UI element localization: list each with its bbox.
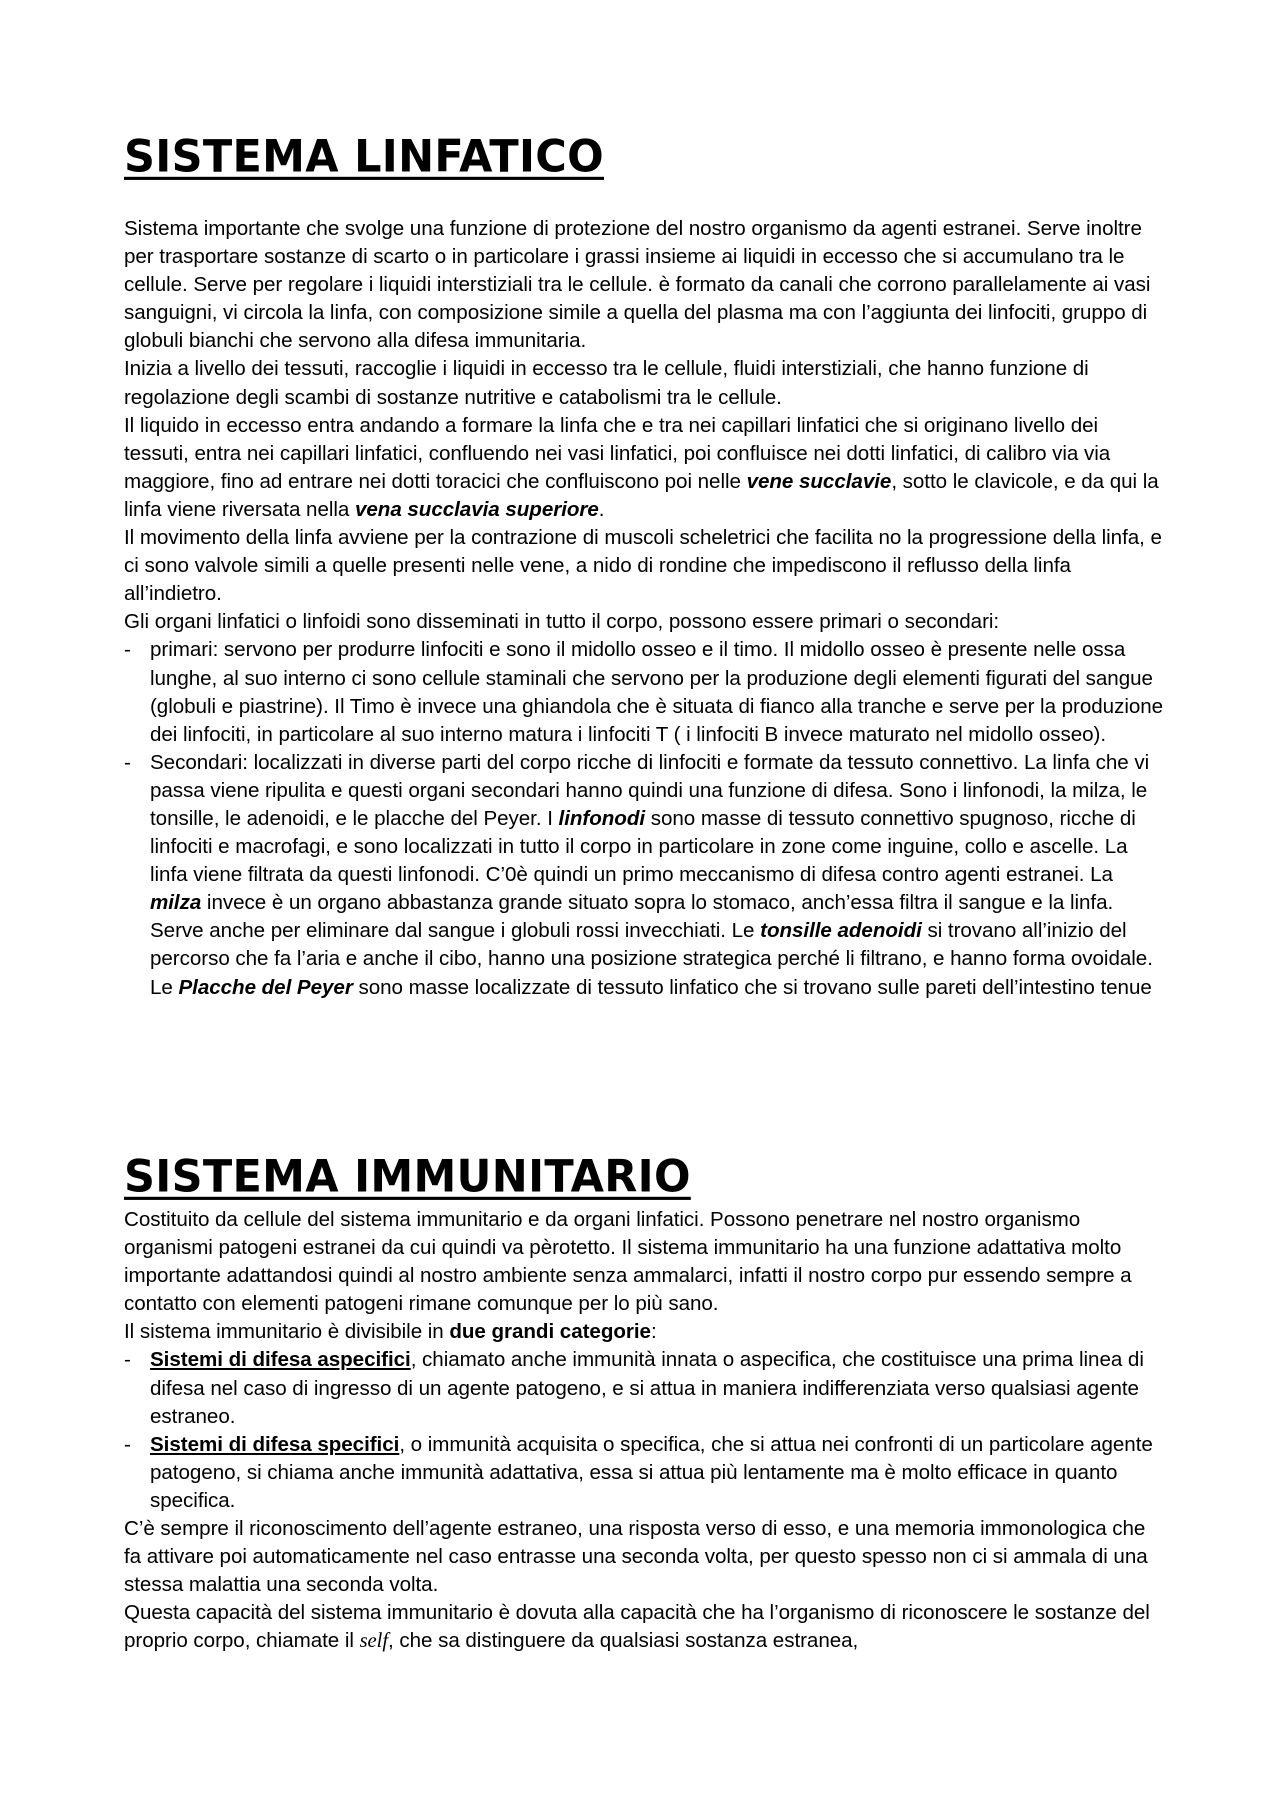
section-title-sistema-linfatico: SISTEMA LINFATICO [124,131,604,184]
defense-list [124,1346,1164,1515]
term-linfonodi: linfonodi [558,806,646,830]
text-run: si trovano all’inizio del percorso che fa l’aria e anche il cibo, hanno una posizione strategica perché li filtrano, e hanno forma ovoidale. Le [150,919,1153,999]
text-run: , chiamato anche immunità innata o aspecifica, che costituisce una prima linea di difesa nel caso di ingresso di un agente patogeno, e si attua in maniera indifferenziata verso qualsiasi agente estraneo. [150,1348,1144,1428]
paragraph: Gli organi linfatici o linfoidi sono disseminati in tutto il corpo, possono essere primari o secondari: [124,610,1000,634]
term-self: self [359,1630,388,1653]
term-sistemi-specifici: Sistemi di difesa specifici [150,1432,400,1456]
term-due-grandi-categorie: due grandi categorie [449,1320,651,1344]
paragraph: C’è sempre il riconoscimento dell’agente estraneo, una risposta verso di esso, e una memoria immonologica che fa attivare poi automaticamente nel caso entrasse una seconda volta, per questo spesso non ci si ammala di una stessa malattia una seconda volta. [124,1517,1148,1597]
term-vena-succlavia-superiore: vena succlavia superiore [354,497,599,521]
text-run: sono masse localizzate di tessuto linfatico che si trovano sulle pareti dell’intestino tenue [352,975,1152,999]
text-run: , sotto le clavicole, e da qui la linfa viene riversata nella [124,469,1159,521]
dash-bullet: - [124,638,131,662]
paragraph [124,412,1164,524]
text-run: Secondari: localizzati in diverse parti del corpo ricche di linfociti e formate da tessuto connettivo. La linfa che vi passa viene ripulita e questi organi secondari hanno quindi una funzione di difesa. Sono i linfonodi, la milza, le tonsille, le adenoidi, e le placche del Peyer. I [150,750,1150,830]
paragraph: Il movimento della linfa avviene per la contrazione di muscoli scheletrici che facilita no la progressione della linfa, e ci sono valvole simili a quelle presenti nelle vene, a nido di rondine che impediscono il reflusso della linfa all’indietro. [124,526,1162,606]
term-vene-succlavie: vene succlavie [746,469,892,493]
section-body-immunitario [124,1206,1164,1656]
text-run: sono masse di tessuto connettivo spugnoso, ricche di linfociti e macrofagi, e sono localizzati in tutto il corpo in particolare in zone come inguine, collo e ascelle. La linfa viene filtrata da questi linfonodi. C’0è quindi un primo meccanismo di difesa contro agenti estranei. La [150,806,1136,887]
text-run: . [598,497,605,521]
text-run: , o immunità acquisita o specifica, che si attua nei confronti di un particolare agente patogeno, si chiama anche immunità adattativa, essa si attua più lentamente ma è molto efficace in quanto specifica. [150,1432,1153,1512]
paragraph: Sistema importante che svolge una funzione di protezione del nostro organismo da agenti estranei. Serve inoltre per trasportare sostanze di scarto o in particolare i grassi insieme ai liquidi in eccesso che si accumulano tra le cellule. Serve per regolare i liquidi interstiziali tra le cellule. è formato da canali che corrono parallelamente ai vasi sanguigni, vi circola la linfa, con composizione simile a quella del plasma ma con l’aggiunta dei linfociti, gruppo di globuli bianchi che servono alla difesa immunitaria. [124,217,1151,353]
term-sistemi-aspecifici: Sistemi di difesa aspecifici [150,1348,411,1372]
text-run: , che sa distinguere da qualsiasi sostanza estranea, [388,1629,859,1653]
term-milza: milza [150,891,202,915]
list-item [124,1346,1164,1430]
paragraph: Inizia a livello dei tessuti, raccoglie i liquidi in eccesso tra le cellule, fluidi interstiziali, che hanno funzione di regolazione degli scambi di sostanze nutritive e catabolismi tra le cellule. [124,357,1089,409]
text-run: : [650,1320,657,1344]
text-run: invece è un organo abbastanza grande situato sopra lo stomaco, anch’essa filtra il sangue e la linfa. Serve anche per eliminare dal sangue i globuli rossi invecchiati. Le [150,891,1114,943]
paragraph [124,1318,1164,1346]
text-run: Il liquido in eccesso entra andando a formare la linfa che e tra nei capillari linfatici che si originano livello dei tessuti, entra nei capillari linfatici, confluendo nei vasi linfatici, poi confluisce nei dotti linfatici, di calibro via via maggiore, fino ad entrare nei dotti toracici che confluiscono poi nelle [124,413,1111,493]
term-placche-del-peyer: Placche del Peyer [178,975,353,999]
section-title-sistema-immunitario: SISTEMA IMMUNITARIO [124,1151,691,1204]
list-item [124,749,1164,1002]
section-body-linfatico [124,215,1164,1002]
term-tonsille-adenoidi: tonsille adenoidi [760,919,922,943]
dash-bullet: - [124,1348,131,1372]
list-item-text: primari: servono per produrre linfociti e sono il midollo osseo e il timo. Il midollo osseo è presente nelle ossa lunghe, al suo interno ci sono cellule staminali che servono per la produzione degli elementi figurati del sangue (globuli e piastrine). Il Timo è invece una ghiandola che è situata di fianco alla tranche e serve per la produzione dei linfociti, in particolare al suo interno matura i linfociti T ( i linfociti B invece maturato nel midollo osseo). [150,638,1164,746]
paragraph [124,1599,1164,1655]
organ-list [124,636,1164,1001]
dash-bullet: - [124,750,131,774]
dash-bullet: - [124,1432,131,1456]
text-run: Il sistema immunitario è divisibile in [124,1320,450,1344]
list-item [124,636,1164,748]
list-item [124,1431,1164,1515]
text-run: Questa capacità del sistema immunitario è dovuta alla capacità che ha l’organismo di riconoscere le sostanze del proprio corpo, chiamate il [124,1601,1150,1653]
paragraph: Costituito da cellule del sistema immunitario e da organi linfatici. Possono penetrare nel nostro organismo organismi patogeni estranei da cui quindi va pèrotetto. Il sistema immunitario ha una funzione adattativa molto importante adattandosi quindi al nostro ambiente senza ammalarci, infatti il nostro corpo pur essendo sempre a contatto con elementi patogeni rimane comunque per lo più sano. [124,1208,1132,1316]
